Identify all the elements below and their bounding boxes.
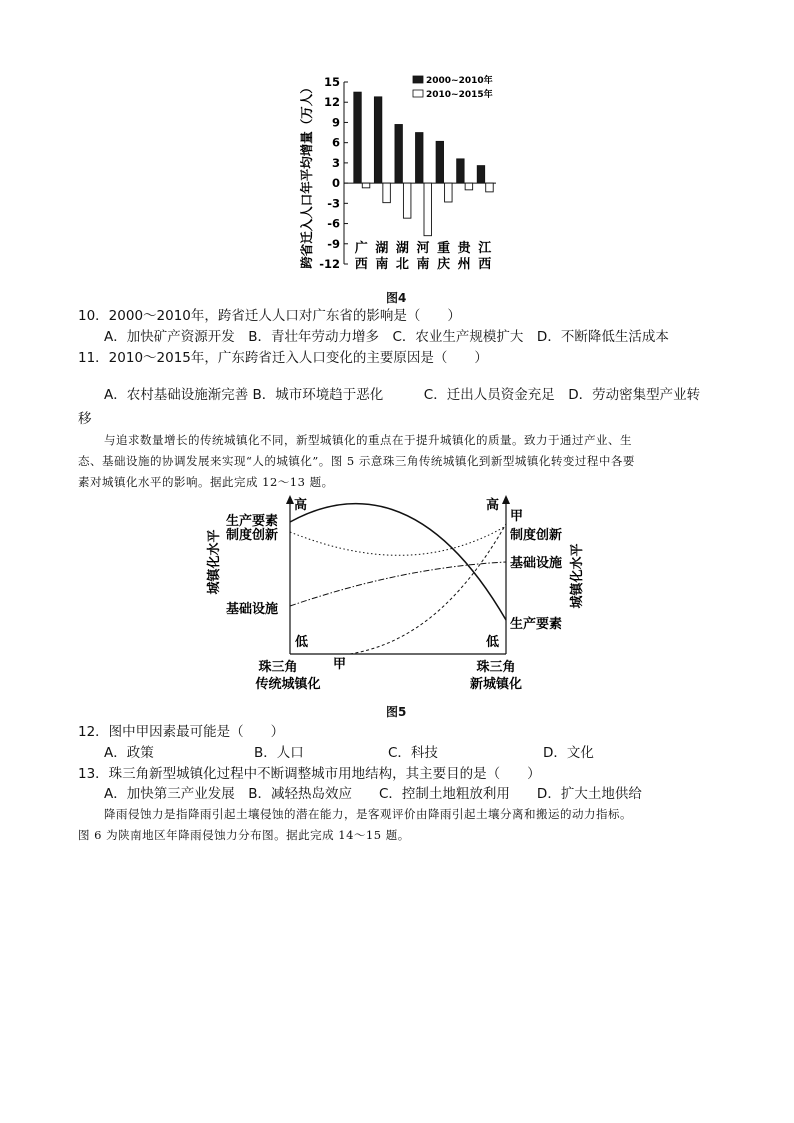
y-tick-label: -12	[319, 257, 340, 271]
bar-2010-2015	[362, 183, 370, 188]
legend-swatch-2010-2015	[413, 90, 423, 97]
bar-2000-2010	[395, 124, 403, 183]
right-high-label: 高	[486, 498, 500, 513]
y-axis-label: 跨省迁入人口年平均增量（万人）	[299, 81, 314, 269]
bar-2000-2010	[436, 141, 444, 183]
question-11-options: A．农村基础设施渐完善 B．城市环境趋于恶化 C．迁出人员资金充足 D．劳动密集型产业转	[104, 387, 701, 403]
category-label-top: 湖	[395, 241, 409, 256]
right-axis-title: 城镇化水平	[570, 543, 585, 609]
x-start-label-line-2: 传统城镇化	[255, 677, 321, 692]
question-12-option-d: D．文化	[543, 745, 594, 761]
legend-label-2000-2010: 2000~2010年	[426, 76, 493, 86]
passage-2-line-2: 图 6 为陕南地区年降雨侵蚀力分布图。据此完成 14～15 题。	[78, 828, 410, 842]
left-label-production-factors: 生产要素	[226, 514, 279, 529]
bar-2010-2015	[403, 183, 411, 218]
left-axis-arrow	[286, 495, 294, 504]
chart-axes	[319, 75, 496, 272]
left-high-label: 高	[294, 498, 308, 513]
right-axis-arrow	[502, 495, 510, 504]
category-label-bottom: 南	[375, 257, 389, 272]
chart-legend	[413, 74, 493, 100]
bar-2010-2015	[445, 183, 453, 202]
figure-4-caption: 图4	[386, 291, 407, 305]
left-axis-title: 城镇化水平	[207, 529, 222, 595]
category-label-top: 贵	[457, 241, 471, 256]
x-end-label-line-1: 珠三角	[476, 660, 516, 675]
legend-swatch-2000-2010	[413, 76, 423, 83]
x-start-label-line-1: 珠三角	[258, 660, 298, 675]
y-tick-label: -9	[327, 236, 340, 251]
right-label-production-factors: 生产要素	[510, 617, 563, 632]
left-label-institutional-innovation: 制度创新	[226, 528, 279, 543]
question-12-option-a: A．政策	[104, 745, 154, 761]
bar-2000-2010	[416, 133, 424, 184]
right-label-jia: 甲	[510, 509, 524, 524]
bar-2010-2015	[424, 183, 432, 236]
category-label-bottom: 州	[457, 257, 471, 272]
y-tick-label: 3	[331, 155, 340, 170]
figure-5-line-chart	[200, 494, 590, 694]
bar-2000-2010	[477, 166, 485, 184]
y-tick-label: -3	[327, 196, 340, 211]
x-end-label-line-2: 新城镇化	[469, 677, 523, 692]
question-12-option-b: B．人口	[254, 745, 304, 761]
figure-5-caption: 图5	[386, 705, 407, 719]
bar-2010-2015	[383, 183, 391, 203]
question-11-options-cont: 移	[78, 411, 92, 427]
question-13-options: A．加快第三产业发展 B．减轻热岛效应 C．控制土地粗放利用 D．扩大土地供给	[104, 786, 642, 802]
bar-2000-2010	[354, 92, 362, 183]
chart-bars	[354, 92, 493, 236]
figure-4-bar-chart	[290, 70, 510, 285]
bar-2000-2010	[374, 97, 382, 183]
curve-jia	[350, 524, 506, 654]
y-tick-label: 6	[331, 135, 340, 150]
category-label-top: 重	[437, 241, 451, 256]
left-label-infrastructure: 基础设施	[226, 602, 279, 617]
category-label-bottom: 西	[478, 257, 492, 272]
y-tick-label: 9	[331, 115, 340, 130]
y-tick-label: 12	[323, 95, 340, 110]
category-label-bottom: 南	[416, 257, 430, 272]
right-label-institutional-innovation: 制度创新	[510, 528, 563, 543]
category-label-top: 湖	[375, 241, 389, 256]
question-10-options: A．加快矿产资源开发 B．青壮年劳动力增多 C．农业生产规模扩大 D．不断降低生活成本	[104, 329, 669, 345]
passage-1-line-3: 素对城镇化水平的影响。据此完成 12～13 题。	[78, 475, 334, 489]
bar-2010-2015	[465, 183, 473, 190]
y-tick-label: -6	[327, 216, 340, 231]
category-label-top: 河	[416, 241, 430, 256]
bottom-label-jia: 甲	[333, 657, 347, 672]
question-12-stem: 12．图中甲因素最可能是（ ）	[78, 724, 285, 740]
question-10-stem: 10．2000～2010年，跨省迁人人口对广东省的影响是（ ）	[78, 308, 461, 324]
passage-1-line-2: 态、基础设施的协调发展来实现“人的城镇化”。图 5 示意珠三角传统城镇化到新型城镇化转变过程中各要	[78, 454, 635, 468]
bar-2010-2015	[486, 183, 494, 192]
left-low-label: 低	[295, 635, 309, 650]
category-label-top: 江	[478, 241, 492, 256]
category-label-top: 广	[354, 241, 368, 256]
category-label-bottom: 北	[395, 257, 409, 272]
y-tick-label: 0	[331, 176, 340, 191]
bar-2000-2010	[457, 159, 465, 183]
legend-label-2010-2015: 2010~2015年	[426, 90, 493, 100]
question-13-stem: 13．珠三角新型城镇化过程中不断调整城市用地结构，其主要目的是（ ）	[78, 766, 541, 782]
category-label-bottom: 庆	[437, 257, 451, 272]
question-12-option-c: C．科技	[388, 745, 438, 761]
passage-2-line-1: 降雨侵蚀力是指降雨引起土壤侵蚀的潜在能力，是客观评价由降雨引起土壤分离和搬运的动力指标。	[104, 807, 632, 821]
passage-1-line-1: 与追求数量增长的传统城镇化不同，新型城镇化的重点在于提升城镇化的质量。致力于通过产业、生	[104, 433, 632, 447]
question-11-stem: 11．2010～2015年，广东跨省迁入人口变化的主要原因是（ ）	[78, 350, 488, 366]
right-low-label: 低	[486, 635, 500, 650]
y-tick-label: 15	[323, 75, 340, 89]
right-label-infrastructure: 基础设施	[510, 556, 563, 571]
category-label-bottom: 西	[354, 257, 368, 272]
curve-institutional-innovation	[290, 526, 506, 555]
curve-infrastructure	[290, 562, 506, 606]
curve-production-factors	[290, 504, 506, 620]
